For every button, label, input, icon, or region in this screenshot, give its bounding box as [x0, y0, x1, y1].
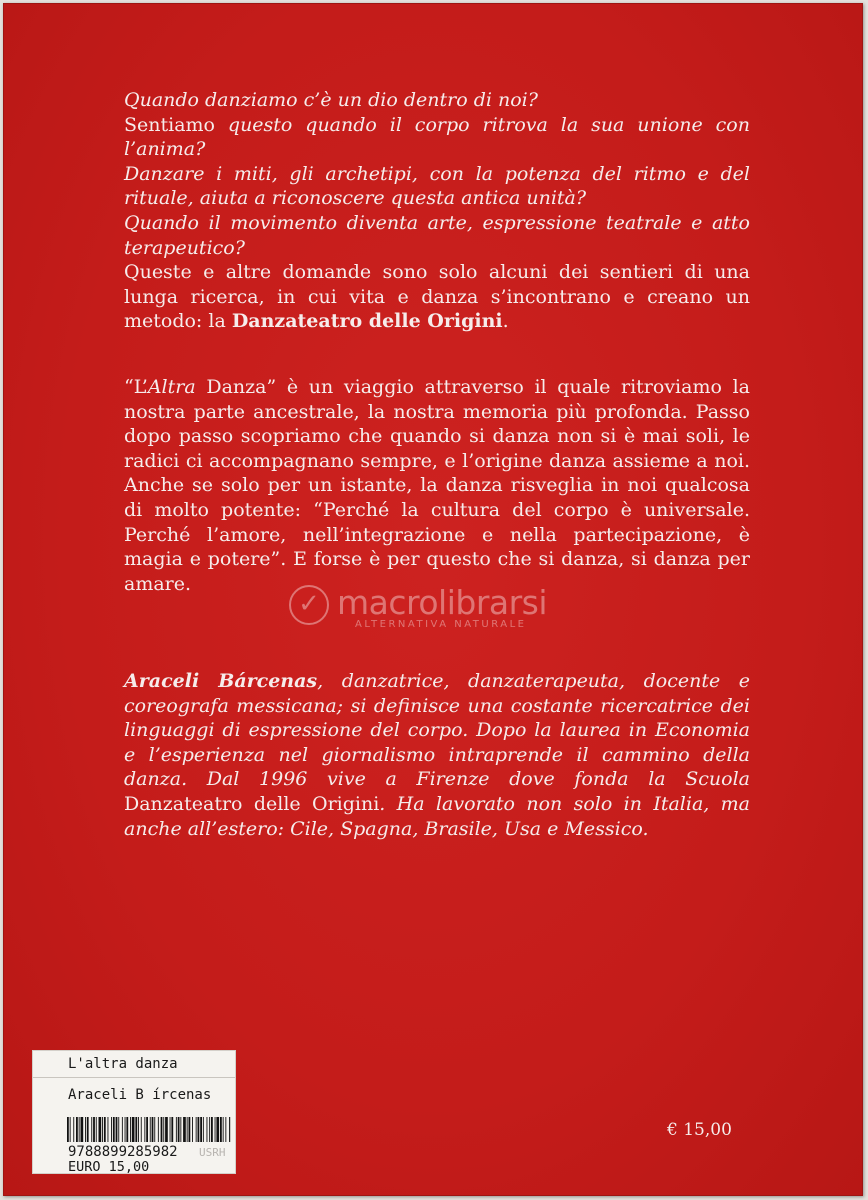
barcode-bar	[138, 1117, 139, 1142]
barcode-bar	[178, 1117, 180, 1142]
label-ghost-text: USRH	[199, 1146, 226, 1159]
barcode-bar	[200, 1117, 202, 1142]
barcode-bar	[161, 1117, 163, 1142]
barcode-bar	[96, 1117, 97, 1142]
label-title: L'altra danza	[33, 1051, 235, 1078]
method-name: Danzateatro delle Origini	[231, 310, 503, 333]
barcode-bar	[163, 1117, 164, 1142]
book-back-cover	[3, 3, 863, 1196]
barcode-bar	[220, 1117, 222, 1142]
store-price-label	[33, 1051, 235, 1173]
watermark-tagline: ALTERNATIVA NATURALE	[355, 619, 527, 630]
barcode-bar	[118, 1117, 119, 1142]
bio-part-3: . Ha lavorato non solo in Italia, ma anche all’estero: Cile, Spagna, Brasile, Usa e Messico.	[124, 792, 750, 840]
barcode-bar	[215, 1117, 216, 1142]
bio-school: Scuola	[685, 768, 750, 791]
description-open: “L’	[124, 376, 148, 398]
bio-school-name: Danzateatro delle Origini	[124, 792, 380, 815]
macrolibrarsi-watermark	[289, 583, 599, 633]
barcode-bar	[216, 1117, 219, 1142]
barcode-bar	[158, 1117, 159, 1142]
barcode-bar	[152, 1117, 154, 1142]
questions-section	[124, 88, 750, 334]
question-2	[124, 113, 750, 162]
barcode-bar	[125, 1117, 126, 1142]
label-author: Araceli B írcenas	[68, 1087, 212, 1103]
barcode-bar	[81, 1117, 84, 1142]
barcode-bar	[211, 1117, 213, 1142]
question-4: Quando il movimento diventa arte, espressione teatrale e atto terapeutico?	[124, 211, 750, 259]
barcode-bar	[122, 1117, 123, 1142]
barcode-bar	[165, 1117, 168, 1142]
question-2-lead: Sentiamo	[124, 113, 228, 136]
barcode-bar	[144, 1117, 145, 1142]
barcode-bar	[189, 1117, 191, 1142]
barcode-bar	[198, 1117, 200, 1142]
barcode-bar	[183, 1117, 186, 1142]
barcode-bar	[209, 1117, 210, 1142]
barcode-bar	[196, 1117, 197, 1142]
barcode-bar	[132, 1117, 135, 1142]
author-bio	[124, 669, 750, 841]
description-title-word: Altra	[147, 376, 196, 398]
cover-price: € 15,00	[667, 1120, 732, 1140]
barcode-bar	[192, 1117, 193, 1142]
barcode-bar	[141, 1117, 142, 1142]
barcode-bar	[170, 1117, 171, 1142]
barcode-bar	[99, 1117, 102, 1142]
question-1: Quando danziamo c’è un dio dentro di noi?	[124, 89, 538, 111]
description-paragraph	[124, 375, 750, 596]
barcode-bar	[67, 1117, 69, 1142]
barcode-bar	[150, 1117, 151, 1142]
bio-part-1: , danzatrice, danzaterapeuta, docente e coreografa messicana; si definisce una costante ricercatrice dei linguaggi di espressione del corpo. Dopo la laurea in Economia e l’esperienza nel giornalismo intraprende il cammino della danza. Dal 1996 vive a Firenze dove fonda la	[124, 670, 750, 791]
intro-text: Queste e altre domande sono solo alcuni dei sentieri di una lunga ricerca, in cui vita e danza s’incontrano e creano un metodo: la	[124, 261, 750, 333]
barcode-bar	[180, 1117, 181, 1142]
barcode-bar	[207, 1117, 208, 1142]
barcode-bar	[93, 1117, 95, 1142]
barcode-bar	[113, 1117, 115, 1142]
barcode-bar	[154, 1117, 155, 1142]
barcode-bar	[225, 1117, 226, 1142]
intro-end: .	[502, 310, 509, 333]
barcode-bar	[116, 1117, 118, 1142]
barcode-bar	[85, 1117, 86, 1142]
barcode-bar	[130, 1117, 131, 1142]
barcode-bar	[126, 1117, 128, 1142]
barcode-bar	[229, 1117, 230, 1142]
bio-author-name: Araceli Bárcenas	[124, 670, 318, 692]
barcode-bar	[223, 1117, 224, 1142]
barcode-bar	[187, 1117, 188, 1142]
bio-text	[124, 669, 750, 841]
barcode-bar	[176, 1117, 177, 1142]
barcode-bar	[146, 1117, 148, 1142]
questions-intro	[124, 260, 750, 334]
barcode-bar	[111, 1117, 112, 1142]
watermark-name: macrolibrarsi	[337, 583, 548, 622]
question-2-rest: questo quando il corpo ritrova la sua unione con l’anima?	[124, 113, 750, 161]
barcode-bar	[104, 1117, 106, 1142]
barcode-bar	[87, 1117, 89, 1142]
label-isbn: 9788899285982	[68, 1144, 178, 1160]
barcode-bar	[76, 1117, 78, 1142]
barcode-bar	[203, 1117, 204, 1142]
barcode-bar	[135, 1117, 137, 1142]
question-3: Danzare i miti, gli archetipi, con la potenza del ritmo e del rituale, aiuta a riconoscere questa antica unità?	[124, 162, 750, 210]
barcode-bar	[79, 1117, 80, 1142]
barcode-bar	[73, 1117, 74, 1142]
description-rest: Danza” è un viaggio attraverso il quale ritroviamo la nostra parte ancestrale, la nostra memoria più profonda. Passo dopo passo scopriamo che quando si danza non si è mai soli, le radici ci accompagnano sempre, e l’origine danza assieme a noi. Anche se solo per un istante, la danza risveglia in noi qualcosa di molto potente: “Perché la cultura del corpo è universale. Perché l’amore, nell’integrazione e nella partecipazione, è magia e potere”. E forse è per questo che si danza, si danza per amare.	[124, 376, 750, 595]
barcode-bar	[102, 1117, 103, 1142]
barcode-bar	[171, 1117, 173, 1142]
barcode-bar	[108, 1117, 109, 1142]
checkmark-leaf-icon: ✓	[289, 585, 329, 625]
barcode	[67, 1117, 231, 1142]
description-text	[124, 375, 750, 596]
barcode-bar	[70, 1117, 71, 1142]
label-price: EURO 15,00	[68, 1159, 150, 1175]
barcode-bar	[91, 1117, 92, 1142]
